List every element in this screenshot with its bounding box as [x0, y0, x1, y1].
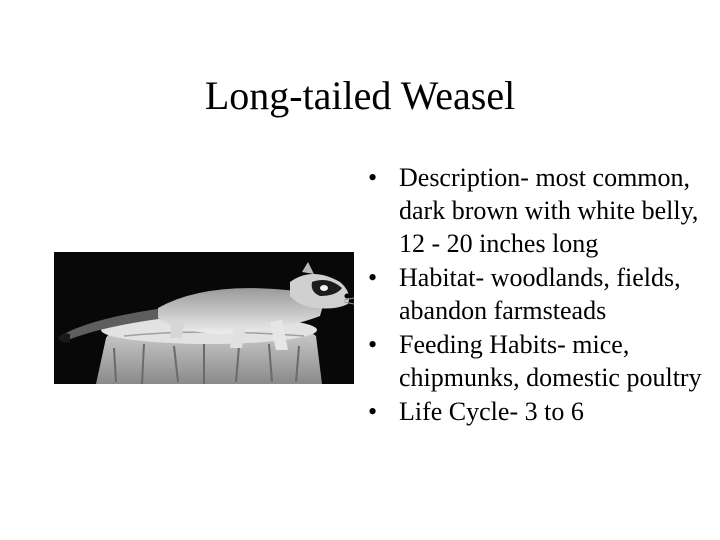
- weasel-photo-graphic: [54, 252, 354, 384]
- bullet-item: [368, 261, 720, 327]
- weasel-photo: [54, 252, 354, 384]
- bullet-text: Habitat- woodlands, fields, abandon farmsteads: [399, 263, 681, 325]
- bullet-icon: •: [368, 330, 378, 359]
- bullet-icon: •: [368, 263, 378, 292]
- bullet-item: [368, 328, 720, 394]
- slide-title: Long-tailed Weasel: [204, 73, 516, 118]
- bullet-icon: •: [368, 397, 378, 426]
- bullet-text: Feeding Habits- mice, chipmunks, domestic poultry: [399, 330, 702, 392]
- bullet-item: [368, 395, 720, 428]
- bullet-text: Life Cycle- 3 to 6: [399, 397, 584, 426]
- bullet-list: [368, 161, 720, 429]
- bullet-icon: •: [368, 163, 378, 192]
- bullet-item: [368, 161, 720, 260]
- bullet-text: Description- most common, dark brown with white belly, 12 - 20 inches long: [399, 163, 699, 258]
